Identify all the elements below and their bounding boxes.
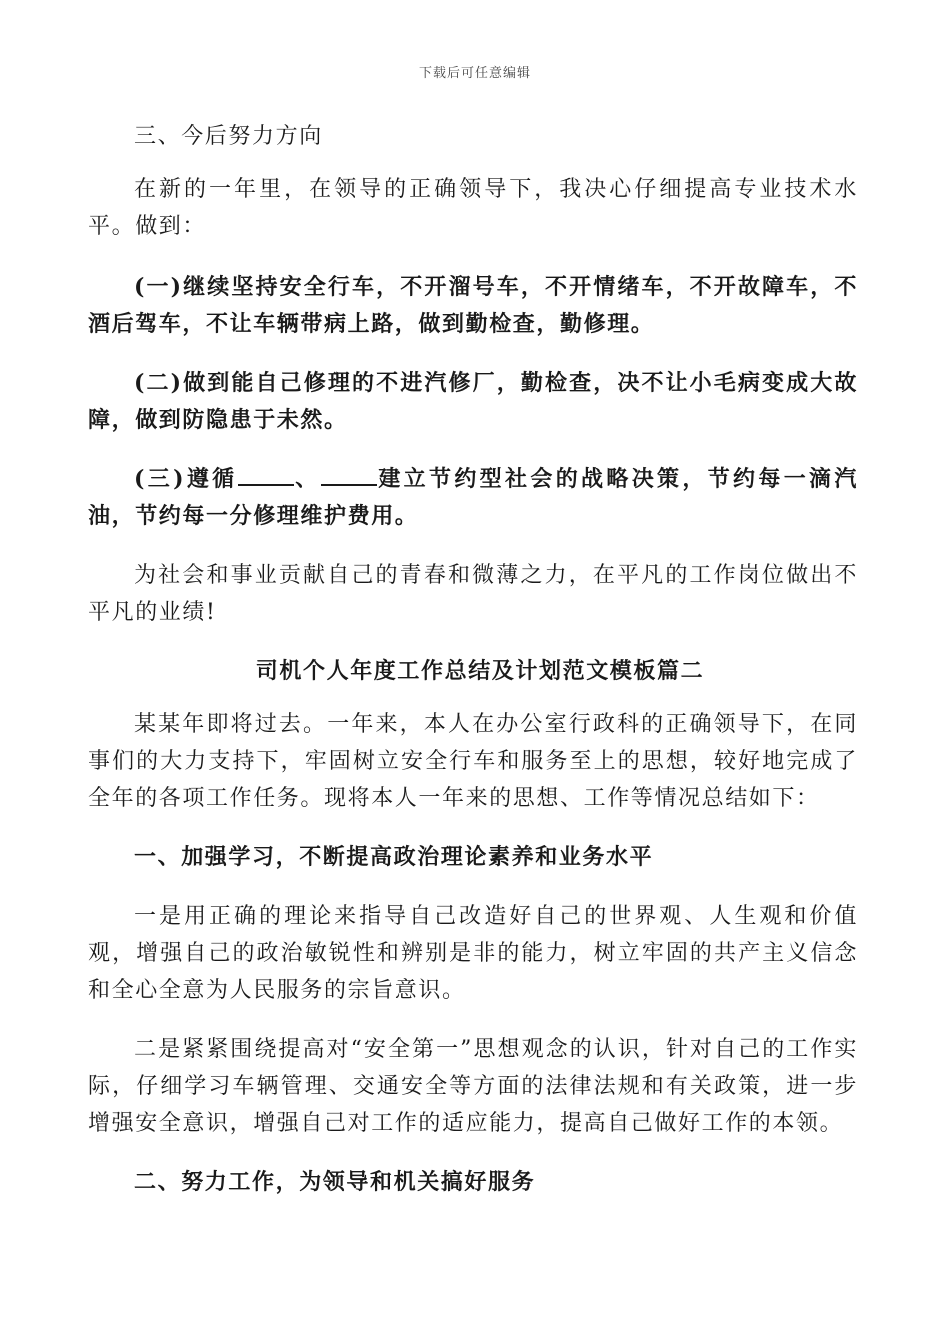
list-item-3 [88,461,858,535]
paragraph-intro: 在新的一年里，在领导的正确领导下，我决心仔细提高专业技术水平。做到： [88,177,858,239]
closing-paragraph: 为社会和事业贡献自己的青春和微薄之力，在平凡的工作岗位做出不平凡的业绩! [88,563,858,625]
section-heading-2: 二、努力工作，为领导和机关搞好服务 [134,1169,536,1195]
document-body [88,118,858,1223]
section-heading-1: 一、加强学习，不断提高政治理论素养和业务水平 [134,844,654,870]
article-title: 司机个人年度工作总结及计划范文模板篇二 [255,658,705,684]
list-item-2: (二)做到能自己修理的不进汽修厂，勤检查，决不让小毛病变成大故障，做到防隐患于未然。 [88,370,858,433]
list-item-1: (一)继续坚持安全行车，不开溜号车，不开情绪车，不开故障车，不酒后驾车，不让车辆带病上路，做到勤检查，勤修理。 [88,274,858,337]
list-item-3-prefix: (三)遵循 [134,466,238,492]
fill-blank-1 [238,464,294,486]
paragraph-1: 一是用正确的理论来指导自己改造好自己的世界观、人生观和价值观，增强自己的政治敏锐性和辨别是非的能力，树立牢固的共产主义信念和全心全意为人民服务的宗旨意识。 [88,904,858,1003]
list-item-3-separator: 、 [293,466,321,492]
list-item-3-text: 建立节约型社会的战略决策，节约每一滴汽油，节约每一分修理维护费用。 [88,466,858,529]
intro-paragraph-2: 某某年即将过去。一年来，本人在办公室行政科的正确领导下，在同事们的大力支持下，牢固树立安全行车和服务至上的思想，较好地完成了全年的各项工作任务。现将本人一年来的思想、工作等情况总结如下： [88,712,858,811]
fill-blank-2 [321,464,377,486]
paragraph-2: 二是紧紧围绕提高对“安全第一”思想观念的认识，针对自己的工作实际，仔细学习车辆管理、交通安全等方面的法律法规和有关政策，进一步增强安全意识，增强自己对工作的适应能力，提高自己做好工作的本领。 [88,1037,858,1136]
section-heading-3: 三、今后努力方向 [134,124,323,149]
header-note: 下载后可任意编辑 [418,66,531,81]
